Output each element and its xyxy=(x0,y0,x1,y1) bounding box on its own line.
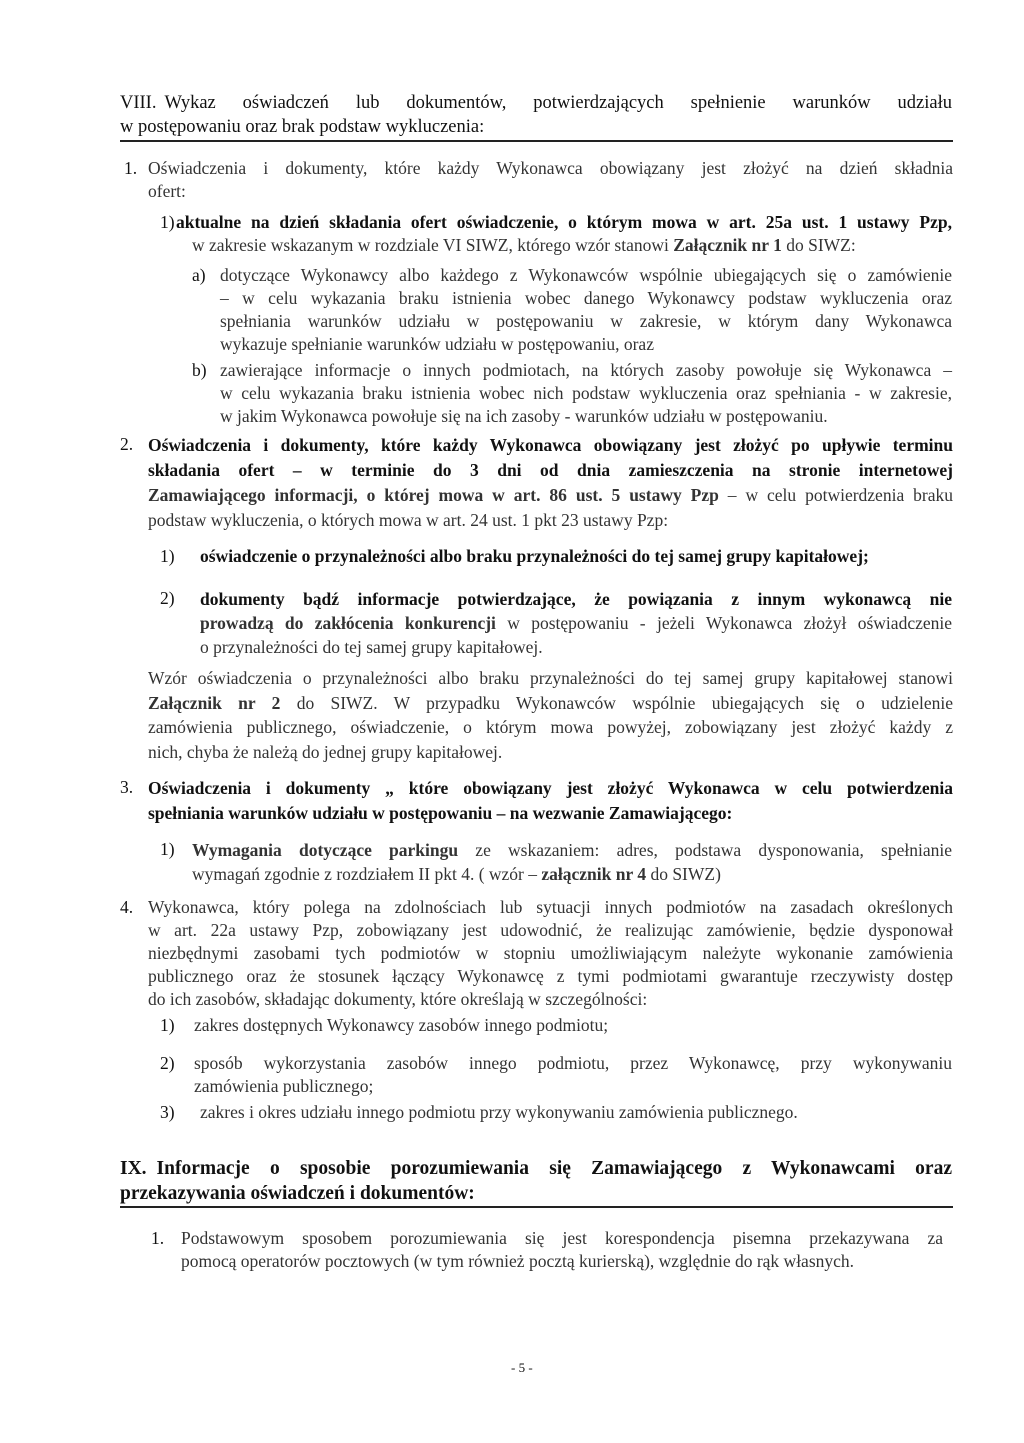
annex-4-ref: załącznik nr 4 xyxy=(541,864,647,884)
p1-a-text: dotyczące Wykonawcy albo każdego z Wykonawców wspólnie ubiegających się o zamówienie – w celu wykazania braku istnienia wobec danego Wykonawcy podstaw wykluczenia oraz spełniania warunków udziału w postępowaniu w zakresie, w którym dany Wykonawca wykazuje spełnianie warunków udziału w postępowaniu, oraz xyxy=(220,265,952,354)
section-8-title-line1: Wykaz oświadczeń lub dokumentów, potwierdzających spełnienie warunków udziału xyxy=(164,93,952,113)
p1-sub1-number: 1) xyxy=(160,212,175,232)
section-8-heading xyxy=(120,91,952,139)
section-8-title-line2: w postępowaniu oraz brak podstaw wykluczenia: xyxy=(120,117,485,137)
p3-text: Oświadczenia i dokumenty „ które obowiązany jest złożyć Wykonawca w celu potwierdzenia spełniania warunków udziału w postępowaniu – na wezwanie Zamawiającego: xyxy=(148,778,953,823)
p3-i1-number: 1) xyxy=(160,839,175,859)
section-9-underline xyxy=(120,1206,953,1208)
p2-number: 2. xyxy=(120,434,134,454)
p1-text xyxy=(148,157,953,203)
annex-1-ref: Załącznik nr 1 xyxy=(673,235,782,255)
p1-sub1-line2: w zakresie wskazanym w rozdziale VI SIWZ, którego wzór stanowi Załącznik nr 1 do SIWZ: xyxy=(192,235,856,255)
section-8-underline xyxy=(120,140,953,142)
p2-line1: Oświadczenia i dokumenty, które każdy Wykonawca obowiązany jest złożyć po upływie terminu xyxy=(148,435,953,455)
p4-i1-number: 1) xyxy=(160,1015,175,1035)
p3-number: 3. xyxy=(120,777,134,797)
section-9-title-line2: przekazywania oświadczeń i dokumentów: xyxy=(120,1183,475,1204)
p4-number: 4. xyxy=(120,897,134,917)
p1-sub1-bold: aktualne na dzień składania ofert oświadczenie, o którym mowa w art. 25a ust. 1 ustawy Pzp, xyxy=(176,212,952,232)
p1-line1: Oświadczenia i dokumenty, które każdy Wykonawca obowiązany jest złożyć na dzień składnia xyxy=(148,158,953,178)
p1-a-label: a) xyxy=(192,265,206,285)
p3-i1-text: Wymagania dotyczące parkingu ze wskazaniem: adres, podstawa dysponowania, spełnianie wymagań zgodnie z rozdziałem II pkt 4. ( wzór – załącznik nr 4 do SIWZ) xyxy=(192,840,952,884)
section-9-heading xyxy=(120,1156,952,1206)
p4-i1-text: zakres dostępnych Wykonawcy zasobów innego podmiotu; xyxy=(194,1015,609,1035)
section-8-number: VIII. xyxy=(120,93,157,113)
p2-text: Oświadczenia i dokumenty, które każdy Wykonawca obowiązany jest złożyć po upływie terminu składania ofert – w terminie do 3 dni od dnia zamieszczenia na stronie internetowej Zamawiającego informacji, o której mowa w art. 86 ust. 5 ustawy Pzp – w celu potwierdzenia braku podstaw wykluczenia, o których mowa w art. 24 ust. 1 pkt 23 ustawy Pzp: xyxy=(148,433,953,533)
p1-line2: ofert: xyxy=(148,181,186,201)
page-number: - 5 - xyxy=(511,1360,533,1375)
p1-b-label: b) xyxy=(192,360,207,380)
section-9-title-line1: Informacje o sposobie porozumiewania się Zamawiającego z Wykonawcami oraz xyxy=(156,1158,952,1179)
s9-p1-text: Podstawowym sposobem porozumiewania się jest korespondencja pisemna przekazywana za pomocą operatorów pocztowych (w tym również pocztą kurierską), względnie do rąk własnych. xyxy=(181,1228,943,1271)
p2-line4: podstaw wykluczenia, o których mowa w art. 24 ust. 1 pkt 23 ustawy Pzp: xyxy=(148,510,669,530)
p4-i3-text: zakres i okres udziału innego podmiotu przy wykonywaniu zamówienia publicznego. xyxy=(200,1102,798,1122)
section-9-number: IX. xyxy=(120,1158,147,1179)
annex-2-ref: Załącznik nr 2 xyxy=(148,692,281,713)
s9-p1-number: 1. xyxy=(151,1228,165,1248)
p1-sub1 xyxy=(176,211,952,234)
p2-line2: składania ofert – w terminie do 3 dni od dnia zamieszczenia na stronie internetowej xyxy=(148,460,953,480)
p2-i1-number: 1) xyxy=(160,546,175,566)
p4-i2-number: 2) xyxy=(160,1053,175,1073)
p2-i2-number: 2) xyxy=(160,588,175,608)
p2-i1-text: oświadczenie o przynależności albo braku przynależności do tej samej grupy kapitałowej; xyxy=(200,546,869,566)
p2-wzor: Wzór oświadczenia o przynależności albo braku przynależności do tej samej grupy kapitałowej stanowi Załącznik nr 2 do SIWZ. W przypadku Wykonawców wspólnie ubiegających się o udzielenie zamówienia publicznego, oświadczenie, o którym mowa powyżej, zobowiązany jest złożyć każdy z nich, chyba że należą do jednej grupy kapitałowej. xyxy=(148,668,953,762)
p2-i2-text: dokumenty bądź informacje potwierdzające, że powiązania z innym wykonawcą nie prowadzą do zakłócenia konkurencji w postępowaniu - jeżeli Wykonawca złożył oświadczenie o przynależności do tej samej grupy kapitałowej. xyxy=(200,589,952,657)
p1-b-text: zawierające informacje o innych podmiotach, na których zasoby powołuje się Wykonawca – w celu wykazania braku istnienia wobec nich podstaw wykluczenia oraz spełniania - w zakresie, w jakim Wykonawca powołuje się na ich zasoby - warunków udziału w postępowaniu. xyxy=(220,360,952,426)
p1-number: 1. xyxy=(124,158,138,178)
p4-text: Wykonawca, który polega na zdolnościach lub sytuacji innych podmiotów na zasadach określonych w art. 22a ustawy Pzp, zobowiązany jest udowodnić, że realizując zamówienie, będzie dysponował niezbędnymi zasobami tych podmiotów w stopniu umożliwiającym należyte wykonanie zamówienia publicznego oraz że stosunek łączący Wykonawcę z tymi podmiotami gwarantuje rzeczywisty dostęp do ich zasobów, składając dokumenty, które określają w szczególności: xyxy=(148,897,953,1009)
p4-i3-number: 3) xyxy=(160,1102,175,1122)
p4-i2-text: sposób wykorzystania zasobów innego podmiotu, przez Wykonawcę, przy wykonywaniu zamówienia publicznego; xyxy=(194,1053,952,1096)
